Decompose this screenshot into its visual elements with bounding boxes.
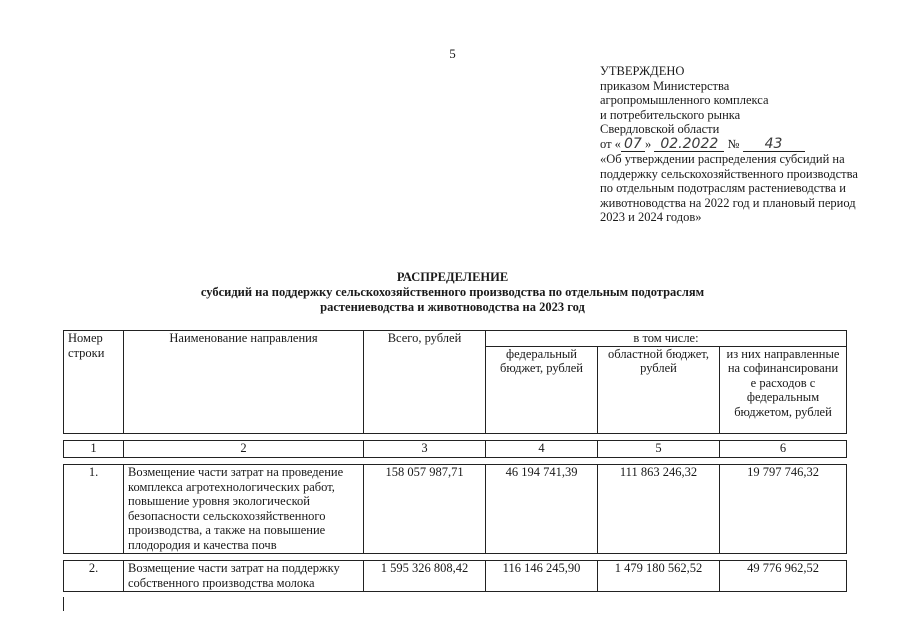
row-total: 158 057 987,71 [364,465,486,554]
title-sub-1: субсидий на поддержку сельскохозяйственного производства по отдельным подотраслям [200,285,705,299]
header-row-number: Номер строки [64,331,124,434]
approval-block [600,64,870,225]
table-gap [64,434,847,441]
row-cofinancing: 19 797 746,32 [720,465,847,554]
header-direction: Наименование направления [124,331,364,434]
page-number: 5 [449,46,456,61]
approval-quote: «Об утверждении распределения субсидий на поддержку сельскохозяйственного производства по отдельным подотраслям растениеводства и животноводства на 2022 год и плановый период 2023 и 2024 годов» [600,151,858,225]
header-total: Всего, рублей [364,331,486,434]
row-name: Возмещение части затрат на поддержку собственного производства молока [124,561,364,592]
row-regional: 111 863 246,32 [598,465,720,554]
column-number: 6 [720,441,847,458]
row-federal: 116 146 245,90 [486,561,598,592]
row-number: 1. [64,465,124,554]
title-main: РАСПРЕДЕЛЕНИЕ [396,270,509,284]
approval-date-line [600,137,870,152]
document-title [0,270,905,315]
row-federal: 46 194 741,39 [486,465,598,554]
column-number: 2 [124,441,364,458]
date-sep: » [644,136,652,151]
date-day: 07 [621,138,645,152]
table-row [64,561,847,592]
table-header-row-1 [64,331,847,347]
header-including: в том числе: [486,331,847,347]
column-number: 4 [486,441,598,458]
approval-line-3: и потребительского рынка [600,107,741,122]
date-prefix: от « [600,136,621,151]
approval-line-2: агропромышленного комплекса [600,93,769,108]
approval-line-1: приказом Министерства [600,78,730,93]
table-row [64,465,847,554]
header-cofinancing: из них направленные на софинансировани е расходов с федеральным бюджетом, рублей [720,346,847,433]
title-sub-2: растениеводства и животноводства на 2023 год [320,300,585,314]
date-rest: 02.2022 [654,138,724,152]
table-gap [64,458,847,465]
order-number: 43 [743,138,805,152]
table-continuation-edge [63,597,847,611]
row-total: 1 595 326 808,42 [364,561,486,592]
approval-line-4: Свердловской области [600,122,720,137]
column-number: 5 [598,441,720,458]
column-numbers-row [64,441,847,458]
header-regional: областной бюджет, рублей [598,346,720,433]
row-number: 2. [64,561,124,592]
distribution-table [63,330,847,592]
column-number: 3 [364,441,486,458]
column-number: 1 [64,441,124,458]
approval-heading: УТВЕРЖДЕНО [600,64,685,78]
number-label: № [727,136,740,151]
row-regional: 1 479 180 562,52 [598,561,720,592]
header-federal: федеральный бюджет, рублей [486,346,598,433]
row-cofinancing: 49 776 962,52 [720,561,847,592]
table-gap [64,554,847,561]
row-name: Возмещение части затрат на проведение комплекса агротехнологических работ, повышение уровня экологической безопасности сельскохозяйственного производства, а также на повышение плодородия и качества почв [124,465,364,554]
